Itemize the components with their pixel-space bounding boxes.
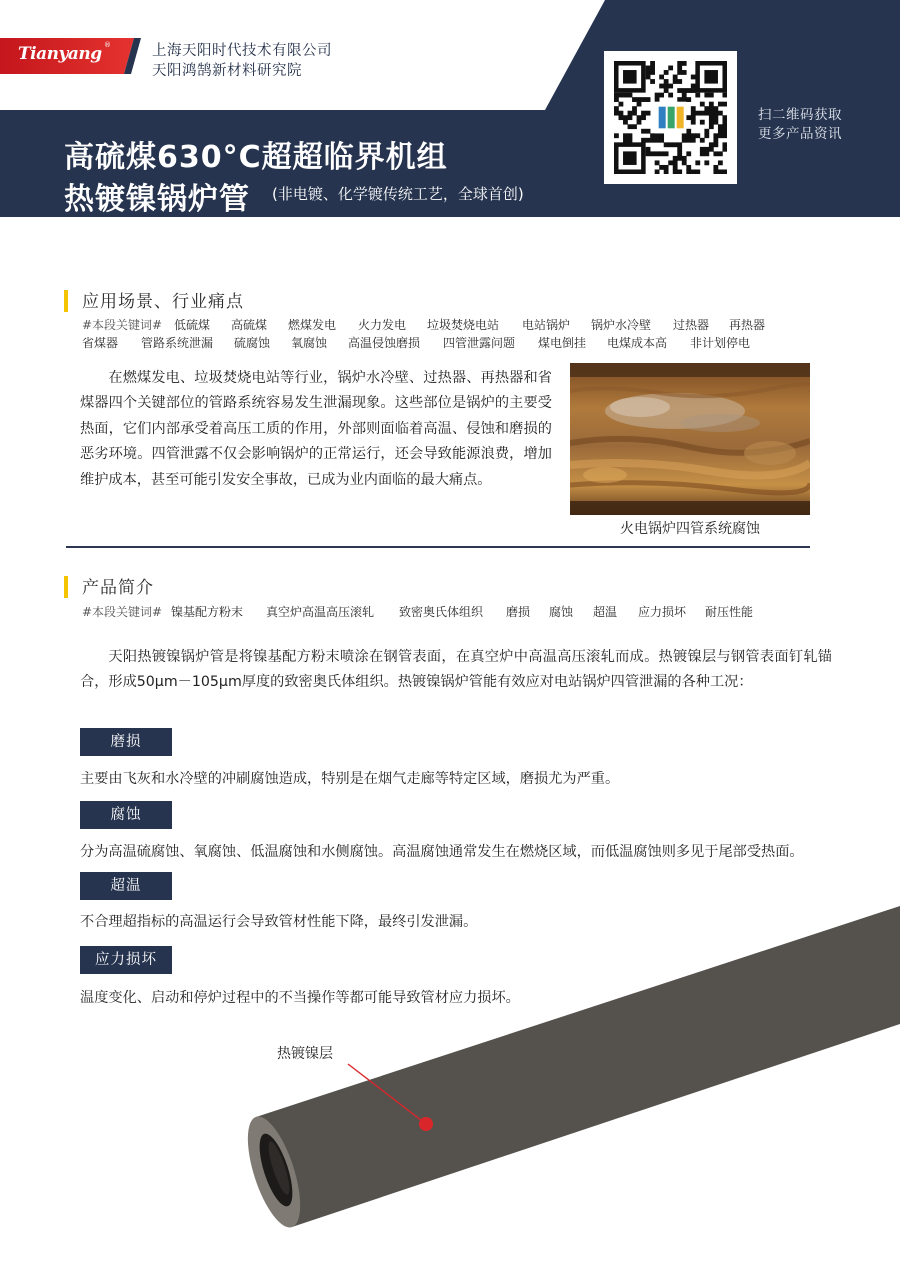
company-logo: Tianyang [18,44,102,64]
keyword: 非计划停电 [690,336,751,350]
keyword-tag: #本段关键词# [82,605,163,619]
keyword: 低硫煤 [174,318,211,332]
keyword: 耐压性能 [705,605,754,619]
application-paragraph: 在燃煤发电、垃圾焚烧电站等行业，锅炉水冷壁、过热器、再热器和省煤器四个关键部位的管路系统容易发生泄漏现象。这些部位是锅炉的主要受热面，它们内部承受着高压工质的作用，外部则面临着高温、侵蚀和磨损的恶劣环境。四管泄露不仅会影响锅炉的正常运行，还会导致能源浪费，增加维护成本，甚至可能引发安全事故，已成为业内面临的最大痛点。 [80,370,552,488]
qr-code-icon [614,61,727,174]
section-divider [66,546,810,548]
scan-hint-line1: 扫二维码获取 [758,107,842,123]
registered-mark: ® [104,41,111,49]
qr-code[interactable] [604,51,737,184]
keyword: 电煤成本高 [607,336,668,350]
keyword: 氧腐蚀 [291,336,328,350]
condition-tag-overheat: 超温 [80,872,172,900]
section-accent-bar [64,576,68,598]
keyword: 管路系统泄漏 [141,336,214,350]
condition-tag-corrosion: 腐蚀 [80,801,172,829]
section-title-application: 应用场景、行业痛点 [82,292,244,312]
scan-hint-line2: 更多产品资讯 [758,126,842,142]
page-title-line1: 高硫煤630°C超超临界机组 [64,140,448,175]
keyword: 高温侵蚀磨损 [348,336,421,350]
company-name: 上海天阳时代技术有限公司 [152,43,332,59]
condition-desc-corrosion: 分为高温硫腐蚀、氧腐蚀、低温腐蚀和水侧腐蚀。高温腐蚀通常发生在燃烧区域，而低温腐蚀则多见于尾部受热面。 [80,844,804,860]
keyword: 腐蚀 [549,605,574,619]
keyword: 真空炉高温高压滚轧 [266,605,375,619]
keyword: 硫腐蚀 [234,336,271,350]
section-title-product: 产品简介 [82,578,154,598]
keyword: 磨损 [506,605,531,619]
institute-name: 天阳鸿鹄新材料研究院 [152,63,302,79]
corrosion-photo [570,363,810,515]
condition-tag-stress: 应力损坏 [80,946,172,974]
keyword: 四管泄露问题 [443,336,516,350]
keyword: 过热器 [673,318,710,332]
condition-tag-wear: 磨损 [80,728,172,756]
keyword: 省煤器 [82,336,119,350]
keyword: 火力发电 [358,318,407,332]
keyword: 锅炉水冷壁 [591,318,652,332]
keyword: 垃圾焚烧电站 [427,318,500,332]
keyword: 煤电倒挂 [538,336,587,350]
condition-desc-wear: 主要由飞灰和水冷壁的冲刷腐蚀造成，特别是在烟气走廊等特定区域，磨损尤为严重。 [80,771,620,787]
keyword: 应力损坏 [638,605,687,619]
keyword: 燃煤发电 [288,318,337,332]
keyword: 再热器 [729,318,766,332]
keyword: 高硫煤 [231,318,268,332]
condition-desc-stress: 温度变化、启动和停炉过程中的不当操作等都可能导致管材应力损坏。 [80,990,520,1006]
keyword: 致密奥氏体组织 [399,605,484,619]
title-note: (非电镀、化学镀传统工艺，全球首创) [272,185,524,203]
pipe-layer-label: 热镀镍层 [277,1046,333,1062]
nickel-plated-pipe-image [0,900,900,1282]
section-accent-bar [64,290,68,312]
photo-caption: 火电锅炉四管系统腐蚀 [620,521,760,537]
product-paragraph: 天阳热镀镍锅炉管是将镍基配方粉末喷涂在钢管表面，在真空炉中高温高压滚轧而成。热镀镍层与钢管表面钉轧锚合，形成50μm－105μm厚度的致密奥氏体组织。热镀镍锅炉管能有效应对电站锅炉四管泄漏的各种工况： [80,649,832,691]
keyword: 超温 [593,605,618,619]
condition-desc-overheat: 不合理超指标的高温运行会导致管材性能下降，最终引发泄漏。 [80,914,478,930]
keyword: 电站锅炉 [522,318,571,332]
page-title-line2: 热镀镍锅炉管 [64,182,250,217]
keyword: 镍基配方粉末 [171,605,244,619]
keyword-tag: #本段关键词# [82,318,163,332]
